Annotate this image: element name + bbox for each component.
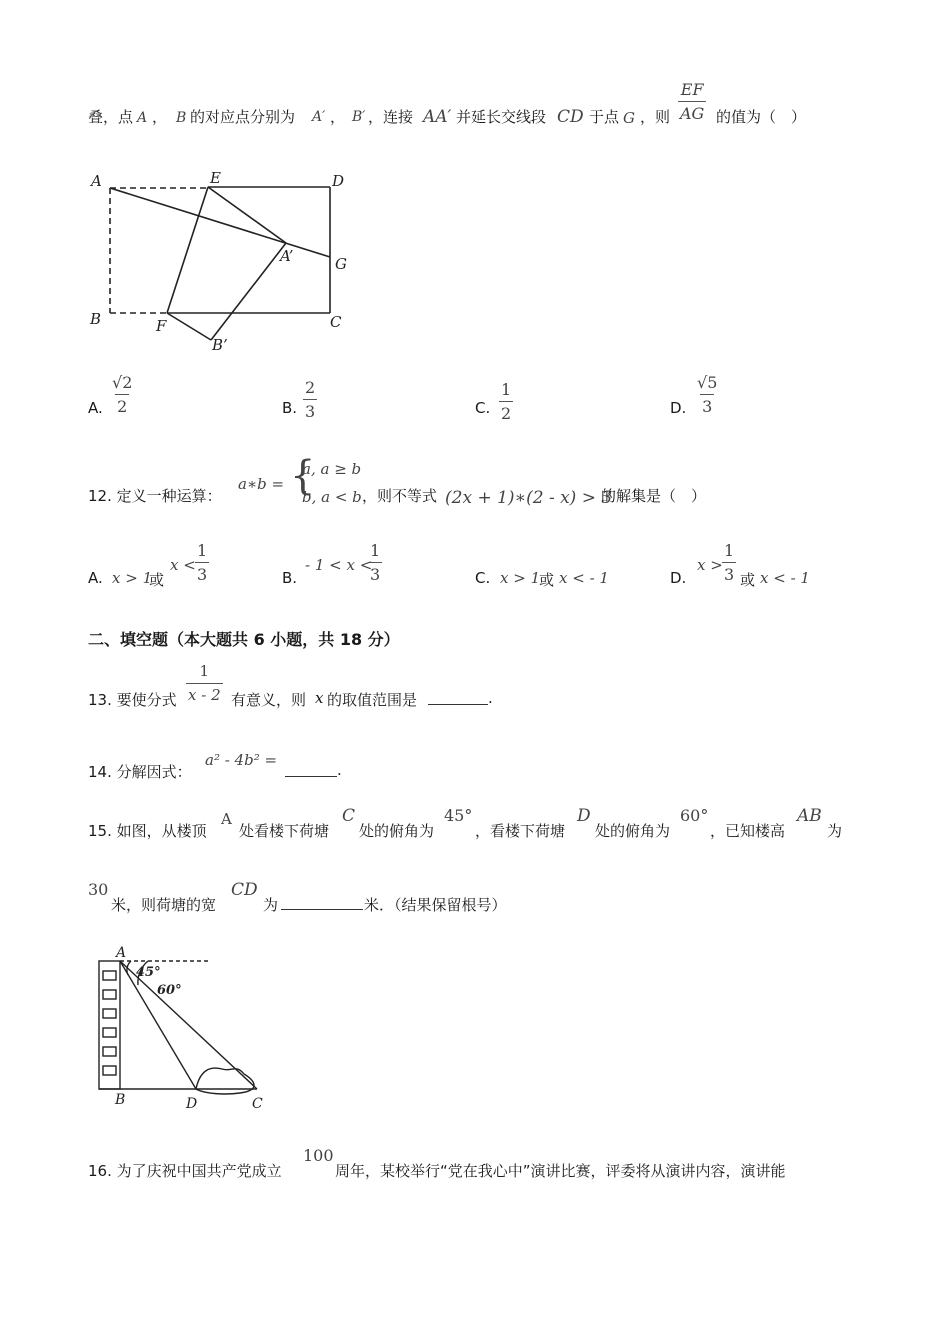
q12-option-a-num: 1 [197, 541, 208, 560]
q15-seg-cd: CD [231, 880, 258, 900]
q12-prefix: 12. 定义一种运算： [88, 487, 222, 505]
q12-option-a-fraction [195, 541, 209, 584]
q13-answer-blank[interactable] [428, 690, 488, 705]
q11-ratio-denominator: AG [678, 101, 706, 123]
q11-option-b-num: 2 [305, 378, 316, 397]
q13-end: . [488, 689, 493, 707]
q12-case-1: a, a ≥ b [302, 460, 362, 478]
fig15-label-b: B [115, 1092, 126, 1108]
fig11-label-g: G [335, 255, 347, 273]
fig15-label-d: D [186, 1096, 198, 1112]
q11-sep2: ， [330, 108, 346, 126]
q11-point-b1: B′ [352, 109, 366, 125]
q12-option-b-num: 1 [370, 541, 381, 560]
q11-text-f: ，则 [640, 108, 671, 126]
q11-ratio-numerator: EF [680, 80, 704, 99]
q11-option-c-den: 2 [499, 401, 513, 423]
q11-option-a-fraction [110, 373, 134, 416]
q11-text-g: 的值为（ ） [716, 108, 807, 126]
q12-option-c-part1: x > 1 [500, 569, 541, 587]
q15-text-1: 处看楼下荷塘 [239, 822, 330, 840]
fig11-label-f: F [156, 317, 167, 335]
q12-option-d-lhs: x > [697, 556, 723, 574]
q14-prefix: 14. 分解因式： [88, 763, 192, 781]
fig11-label-a: A [91, 172, 102, 190]
q15-text-9: 米．（结果保留根号） [364, 896, 507, 914]
q12-case-2: b, a < b [302, 488, 362, 506]
fig15-label-60: 60° [157, 983, 182, 998]
q14-answer-blank[interactable] [285, 762, 337, 777]
q16-prefix: 16. 为了庆祝中国共产党成立 [88, 1162, 282, 1180]
q13-suffix1: 有意义，则 [231, 691, 307, 709]
q11-option-b-letter: B. [282, 399, 298, 417]
q15-text-6: 为 [827, 822, 843, 840]
q13-var: x [315, 689, 324, 707]
q15-seg-ab: AB [797, 806, 822, 826]
q12-option-b-fraction [368, 541, 382, 584]
q15-height: 30 [88, 880, 109, 899]
q11-point-a1: A′ [312, 109, 326, 125]
q12-option-a-or: 或 [149, 571, 165, 589]
q16-years: 100 [303, 1146, 334, 1165]
q15-text-5: ，已知楼高 [710, 822, 786, 840]
section-title: 二、填空题（本大题共 6 小题，共 18 分） [88, 630, 400, 649]
q14-expression: a² - 4b² = [205, 751, 278, 769]
q11-option-c-fraction [499, 380, 513, 423]
q15-text-4: 处的俯角为 [595, 822, 671, 840]
q12-option-d-den: 3 [722, 562, 736, 584]
q12-option-d-num: 1 [724, 541, 735, 560]
q12-option-b-den: 3 [368, 562, 382, 584]
fig11-label-b1: B’ [212, 336, 228, 354]
q15-answer-blank[interactable] [281, 895, 363, 910]
q14-end: . [337, 761, 342, 779]
q11-option-d-letter: D. [670, 399, 687, 417]
q12-option-d-letter: D. [670, 569, 687, 587]
q12-option-a-part1: x > 1 [112, 569, 153, 587]
q12-option-b-letter: B. [282, 569, 298, 587]
q11-seg-cd: CD [557, 107, 584, 127]
q13-suffix2: 的取值范围是 [327, 691, 418, 709]
q11-option-b-fraction [303, 378, 317, 421]
q11-point-b: B [176, 110, 187, 126]
q15-text-7: 米，则荷塘的宽 [111, 896, 217, 914]
q13-prefix: 13. 要使分式 [88, 691, 177, 709]
q16-suffix: 周年，某校举行“党在我心中”演讲比赛，评委将从演讲内容，演讲能 [335, 1162, 786, 1180]
fig11-label-a1: A’ [280, 247, 294, 265]
q11-option-d-fraction [695, 373, 719, 416]
q11-option-a-den: 2 [115, 394, 129, 416]
q11-option-c-num: 1 [501, 380, 512, 399]
q11-folding-figure [80, 165, 370, 355]
q15-angle-60: 60° [680, 806, 709, 825]
q15-text-3: ，看楼下荷塘 [475, 822, 566, 840]
q11-seg-aa: AA′ [423, 107, 452, 127]
q11-option-d-num: √5 [697, 373, 718, 392]
q11-text-c: ，连接 [368, 108, 414, 126]
q12-option-d-or: 或 [740, 571, 756, 589]
q12-option-a-letter: A. [88, 569, 103, 587]
q11-option-c-letter: C. [475, 399, 491, 417]
q11-option-b-den: 3 [303, 399, 317, 421]
q11-option-d-den: 3 [700, 394, 714, 416]
fig11-label-d: D [332, 172, 345, 190]
fig15-label-45: 45° [136, 965, 161, 980]
q13-fraction-num: 1 [199, 662, 210, 680]
q11-ratio-fraction [678, 80, 706, 123]
q12-option-d-part2: x < - 1 [760, 569, 810, 587]
q15-angle-45: 45° [444, 806, 473, 825]
q12-option-a-part2: x < [170, 556, 196, 574]
q15-point-d: D [577, 806, 591, 826]
q11-text-b: 的对应点分别为 [190, 108, 296, 126]
q11-sep: ， [152, 108, 168, 126]
q11-option-a-num: √2 [112, 373, 133, 392]
q12-brace: { [290, 453, 316, 499]
q15-point-c: C [342, 806, 356, 826]
q12-option-c-part2: x < - 1 [559, 569, 609, 587]
q12-option-b-lhs: - 1 < x < [305, 556, 373, 574]
q15-text-2: 处的俯角为 [359, 822, 435, 840]
q11-text-d: 并延长交线段 [456, 108, 547, 126]
q11-point-a: A [137, 110, 148, 126]
fig11-label-b: B [90, 310, 102, 328]
fig15-label-c: C [252, 1096, 263, 1112]
q13-fraction-den: x - 2 [186, 683, 223, 704]
fig15-label-a: A [116, 945, 127, 961]
q12-inequality: (2x + 1)∗(2 - x) > 3 [445, 488, 613, 508]
fig11-label-e: E [210, 169, 221, 187]
q12-option-c-letter: C. [475, 569, 491, 587]
fig11-label-c: C [330, 313, 342, 331]
q12-option-d-fraction [722, 541, 736, 584]
q12-option-a-den: 3 [195, 562, 209, 584]
q12-operation: a∗b = [238, 475, 285, 493]
q11-option-a-letter: A. [88, 399, 103, 417]
q15-prefix: 15. 如图，从楼顶 [88, 822, 207, 840]
q11-text-e: 于点 [589, 108, 620, 126]
q11-point-g: G [623, 109, 635, 127]
q12-suffix: 的解集是（ ） [601, 487, 707, 505]
q15-point-a: A [221, 810, 232, 828]
q12-option-c-or: 或 [539, 571, 555, 589]
q12-mid: ，则不等式 [362, 487, 438, 505]
q15-text-8: 为 [263, 896, 279, 914]
q11-text-a: 叠，点 [88, 108, 134, 126]
q15-building-figure [85, 945, 285, 1115]
q13-fraction [186, 662, 223, 704]
